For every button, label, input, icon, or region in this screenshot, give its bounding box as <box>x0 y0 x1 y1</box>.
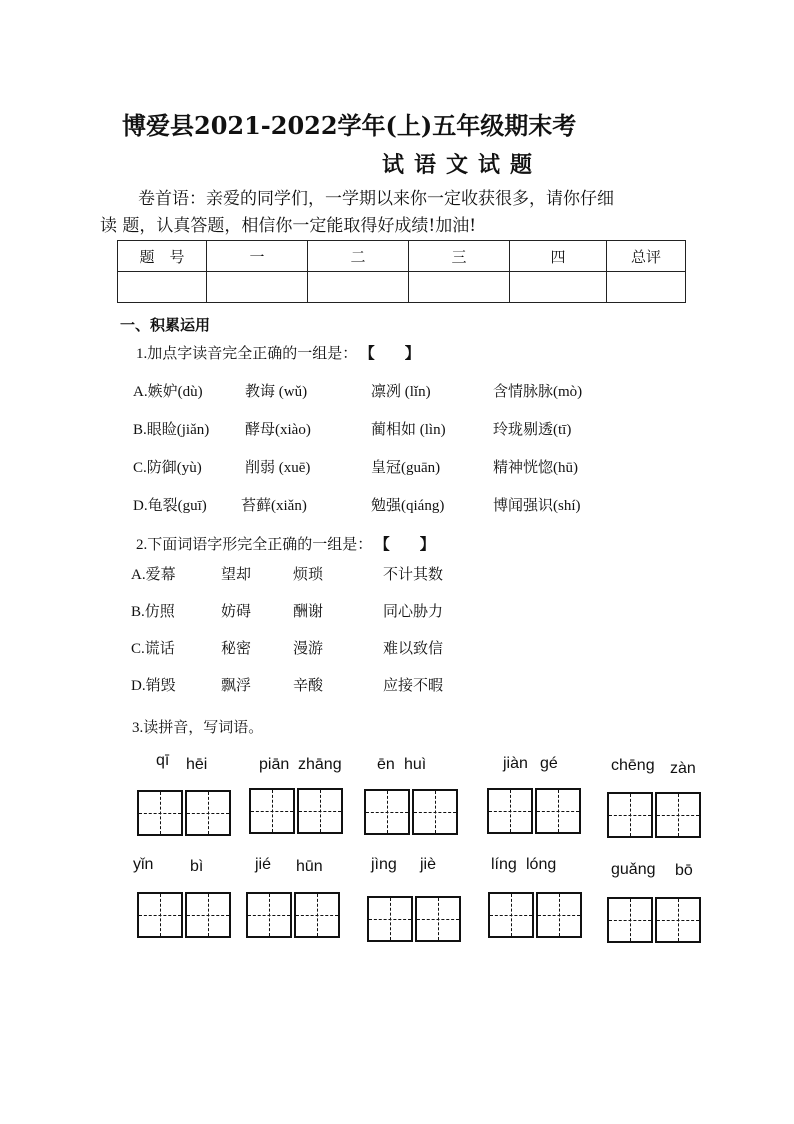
preface-line-1: 卷首语：亲爱的同学们，一学期以来你一定收获很多，请你仔细 <box>138 189 614 209</box>
q1-option: 勉强(qiáng) <box>371 498 445 514</box>
pinyin-label: jié <box>255 856 272 873</box>
preface-line-2: 读 题，认真答题，相信你一定能取得好成绩!加油! <box>100 216 477 236</box>
writing-box[interactable] <box>536 892 582 938</box>
writing-box[interactable] <box>415 896 461 942</box>
q2-option: 应接不暇 <box>383 678 444 694</box>
writing-box[interactable] <box>185 892 231 938</box>
pinyin-label: huì <box>404 756 427 773</box>
question-3 <box>132 716 263 737</box>
q2-option: A.爱幕 <box>131 567 176 583</box>
pinyin-label: lóng <box>526 856 557 873</box>
pinyin-label: jiè <box>420 856 437 873</box>
pinyin-label: yǐn <box>133 856 154 873</box>
q1-option: D.龟裂(guī) <box>133 498 207 514</box>
q1-option: 玲珑剔透(tī) <box>493 422 572 438</box>
q1-option: 含情脉脉(mò) <box>493 384 583 400</box>
score-cell[interactable] <box>207 272 308 303</box>
writing-box[interactable] <box>655 897 701 943</box>
q2-option: C.谎话 <box>131 641 175 657</box>
q1-option: 精神恍惚(hū) <box>493 460 578 476</box>
writing-box[interactable] <box>487 788 533 834</box>
question-3-text: 3.读拼音，写词语。 <box>132 720 264 736</box>
pinyin-label: qī <box>156 752 170 769</box>
q1-option: 博闻强识(shí) <box>493 498 581 514</box>
score-cell[interactable] <box>118 272 207 303</box>
q2-option: 不计其数 <box>383 567 444 583</box>
pinyin-label: jiàn <box>503 755 528 772</box>
writing-box[interactable] <box>607 792 653 838</box>
answer-bracket: 【 】 <box>367 346 420 362</box>
writing-box[interactable] <box>488 892 534 938</box>
q1-option: 酵母(xiào) <box>245 422 311 438</box>
score-table <box>117 240 686 303</box>
q2-option: 飘浮 <box>221 678 252 694</box>
writing-box[interactable] <box>412 789 458 835</box>
q1-option: 凛冽 (lǐn) <box>371 384 431 400</box>
pinyin-label: piān <box>259 756 290 773</box>
q2-option: 漫游 <box>293 641 324 657</box>
exam-title: 博爱县2021-2022学年(上)五年级期末考 <box>122 111 577 140</box>
q2-option: 望却 <box>221 567 252 583</box>
question-2-text: 2.下面词语字形完全正确的一组是： <box>136 537 373 553</box>
pinyin-label: gé <box>540 755 558 772</box>
q1-option: B.眼睑(jiǎn) <box>133 422 210 438</box>
q1-option: 教诲 (wǔ) <box>245 384 308 400</box>
pinyin-label: líng <box>491 856 517 873</box>
q1-option: A.嫉妒(dù) <box>133 384 203 400</box>
score-cell[interactable] <box>607 272 686 303</box>
q1-option: C.防御(yù) <box>133 460 202 476</box>
question-1-text: 1.加点字读音完全正确的一组是： <box>136 346 358 362</box>
score-header-cell: 一 <box>207 241 308 272</box>
q2-option: 妨碍 <box>221 604 252 620</box>
writing-box[interactable] <box>297 788 343 834</box>
score-cell[interactable] <box>308 272 409 303</box>
score-header-cell: 总评 <box>607 241 686 272</box>
question-2 <box>136 533 435 554</box>
pinyin-label: chēng <box>611 757 655 774</box>
q2-option: 难以致信 <box>383 641 444 657</box>
pinyin-label: hūn <box>296 858 323 875</box>
score-cell[interactable] <box>409 272 510 303</box>
writing-box[interactable] <box>607 897 653 943</box>
q2-option: 烦琐 <box>293 567 324 583</box>
exam-subtitle: 试语文试题 <box>382 152 543 178</box>
score-cell[interactable] <box>510 272 607 303</box>
pinyin-label: hēi <box>186 756 208 773</box>
pinyin-label: zhāng <box>298 756 342 773</box>
pinyin-label: bì <box>190 858 204 875</box>
score-header-cell: 四 <box>510 241 607 272</box>
writing-box[interactable] <box>655 792 701 838</box>
writing-box[interactable] <box>249 788 295 834</box>
q2-option: B.仿照 <box>131 604 175 620</box>
q1-option: 苔藓(xiǎn) <box>241 498 307 514</box>
q2-option: 同心胁力 <box>383 604 444 620</box>
preface <box>100 186 700 240</box>
q2-option: D.销毁 <box>131 678 176 694</box>
score-header-cell: 二 <box>308 241 409 272</box>
pinyin-label: guǎng <box>611 861 656 878</box>
pinyin-label: jìng <box>371 856 397 873</box>
writing-box[interactable] <box>367 896 413 942</box>
writing-box[interactable] <box>294 892 340 938</box>
pinyin-label: ēn <box>377 756 395 773</box>
q2-option: 酬谢 <box>293 604 324 620</box>
q1-option: 皇冠(guān) <box>371 460 441 476</box>
score-table-score-row <box>118 272 686 303</box>
q1-option: 削弱 (xuē) <box>245 460 311 476</box>
writing-box[interactable] <box>535 788 581 834</box>
q2-option: 辛酸 <box>293 678 324 694</box>
answer-bracket: 【 】 <box>382 537 435 553</box>
pinyin-label: zàn <box>670 760 696 777</box>
writing-box[interactable] <box>137 892 183 938</box>
writing-box[interactable] <box>185 790 231 836</box>
question-1 <box>136 342 420 363</box>
writing-box[interactable] <box>364 789 410 835</box>
q2-option: 秘密 <box>221 641 252 657</box>
writing-box[interactable] <box>246 892 292 938</box>
score-header-cell: 三 <box>409 241 510 272</box>
pinyin-label: bō <box>675 862 693 879</box>
score-header-cell: 题 号 <box>118 241 207 272</box>
score-table-header-row <box>118 241 686 272</box>
writing-box[interactable] <box>137 790 183 836</box>
q1-option: 蔺相如 (lìn) <box>371 422 446 438</box>
section-title: 一、积累运用 <box>120 316 211 334</box>
